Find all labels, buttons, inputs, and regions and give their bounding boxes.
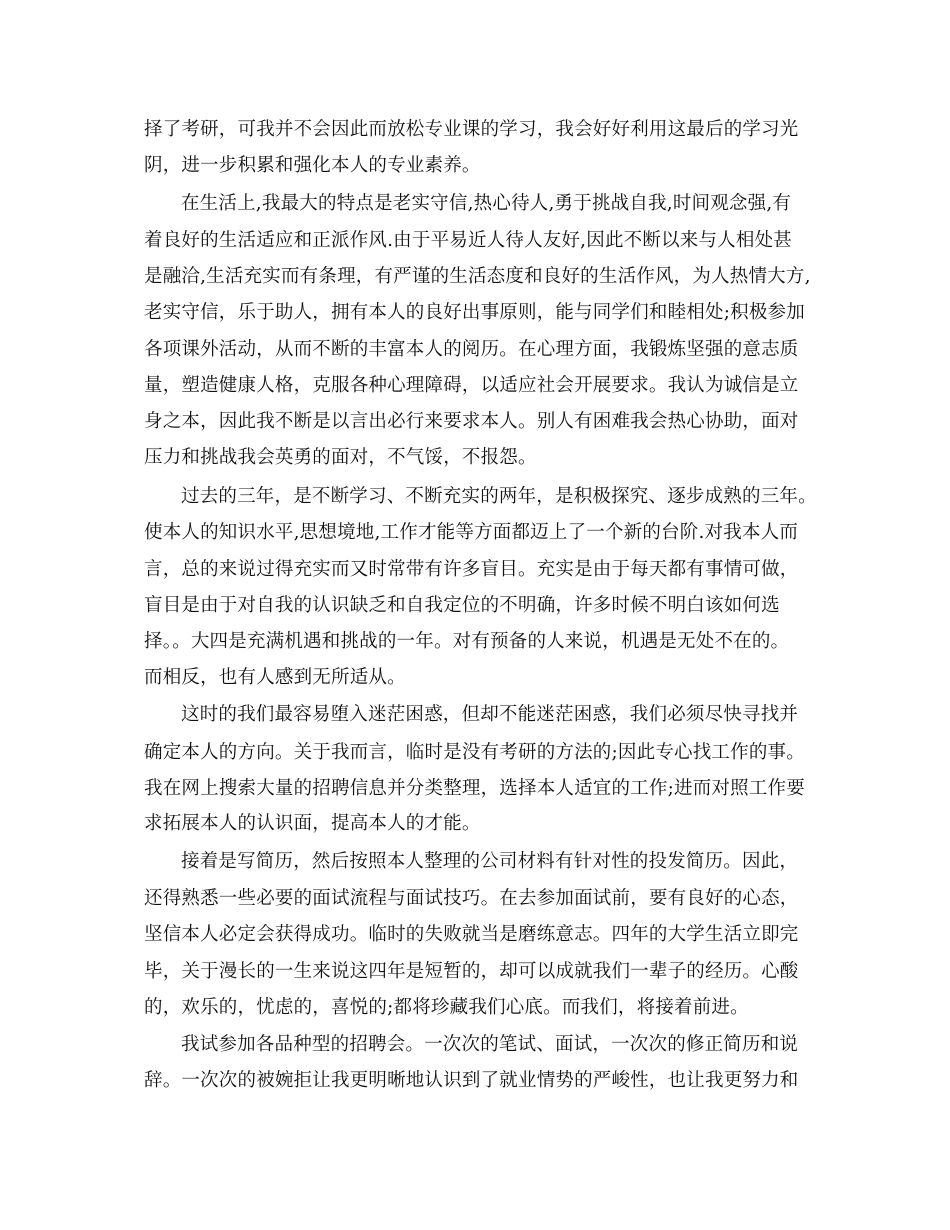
paragraph-start-line: 接着是写简历，然后按照本人整理的公司材料有针对性的投发简历。因此，	[181, 851, 799, 872]
text-line: 使本人的知识水平,思想境地,工作才能等方面都迈上了一个新的台阶.对我本人而	[144, 522, 799, 543]
text-line: 而相反，也有人感到无所适从。	[144, 667, 406, 688]
text-line: 各项课外活动，从而不断的丰富本人的阅历。在心理方面，我锻炼坚强的意志质	[144, 339, 799, 360]
text-line: 量，塑造健康人格，克服各种心理障碍，以适应社会开展要求。我认为诚信是立	[144, 375, 799, 396]
text-line: 言，总的来说过得充实而又时常带有许多盲目。充实是由于每天都有事情可做，	[144, 559, 799, 580]
text-line: 择了考研，可我并不会因此而放松专业课的学习，我会好好利用这最后的学习光	[144, 119, 799, 140]
text-line: 着良好的生活适应和正派作风.由于平易近人待人友好,因此不断以来与人相处甚	[144, 230, 792, 251]
text-line: 的，欢乐的，忧虑的，喜悦的;都将珍藏我们心底。而我们，将接着前进。	[144, 997, 749, 1018]
text-line: 求拓展本人的认识面，提高本人的才能。	[144, 813, 481, 834]
text-line: 我在网上搜索大量的招聘信息并分类整理，选择本人适宜的工作;进而对照工作要	[144, 778, 805, 799]
text-line: 压力和挑战我会英勇的面对，不气馁，不报怨。	[144, 447, 537, 468]
text-line: 阴，进一步积累和强化本人的专业素养。	[144, 155, 481, 176]
paragraph-start-line: 我试参加各品种型的招聘会。一次次的笔试、面试，一次次的修正简历和说	[181, 1034, 799, 1055]
text-line: 是融洽,生活充实而有条理，有严谨的生活态度和良好的生活作风，为人热情大方,	[144, 266, 811, 287]
text-line: 辞。一次次的被婉拒让我更明晰地认识到了就业情势的严峻性，也让我更努力和	[144, 1070, 799, 1091]
text-line: 老实守信，乐于助人，拥有本人的良好出事原则，能与同学们和睦相处;积极参加	[144, 302, 805, 323]
paragraph-start-line: 这时的我们最容易堕入迷茫困惑，但却不能迷茫困惑，我们必须尽快寻找并	[181, 704, 799, 725]
text-line: 坚信本人必定会获得成功。临时的失败就当是磨练意志。四年的大学生活立即完	[144, 924, 799, 945]
text-line: 确定本人的方向。关于我而言，临时是没有考研的方法的;因此专心找工作的事。	[144, 742, 805, 763]
text-line: 毕，关于漫长的一生来说这四年是短暂的，却可以成就我们一辈子的经历。心酸	[144, 961, 799, 982]
text-line: 还得熟悉一些必要的面试流程与面试技巧。在去参加面试前，要有良好的心态，	[144, 888, 799, 909]
paragraph-start-line: 过去的三年，是不断学习、不断充实的两年，是积极探究、逐步成熟的三年。	[181, 486, 817, 507]
paragraph-start-line: 在生活上,我最大的特点是老实守信,热心待人,勇于挑战自我,时间观念强,有	[181, 193, 792, 214]
text-line: 身之本，因此我不断是以言出必行来要求本人。别人有困难我会热心协助，面对	[144, 411, 799, 432]
text-line: 择。。大四是充满机遇和挑战的一年。对有预备的人来说，机遇是无处不在的。	[144, 631, 790, 652]
text-line: 盲目是由于对自我的认识缺乏和自我定位的不明确，许多时候不明白该如何选	[144, 595, 780, 616]
